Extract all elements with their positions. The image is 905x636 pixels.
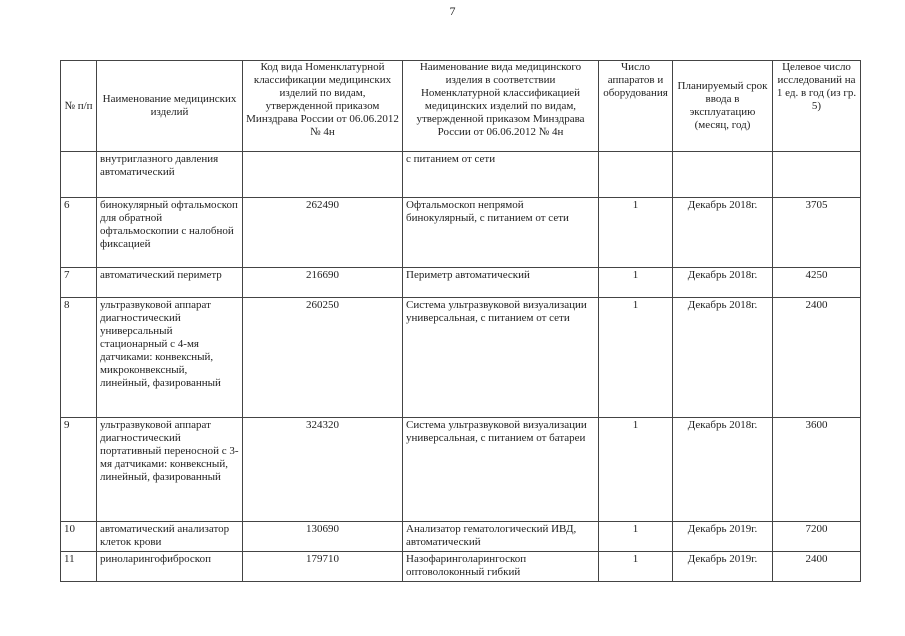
table-row [61, 198, 861, 268]
row-num: 7 [61, 268, 97, 298]
row-type-name: Система ультразвуковой визуализации универсальная, с питанием от сети [403, 298, 599, 418]
table-row [61, 268, 861, 298]
row-num: 6 [61, 198, 97, 268]
row-target: 2400 [773, 298, 861, 418]
header-date: Планируемый срок ввода в эксплуатацию (месяц, год) [673, 61, 773, 152]
row-type-name: Офтальмоскоп непрямой бинокулярный, с питанием от сети [403, 198, 599, 268]
row-type-name: с питанием от сети [403, 152, 599, 198]
table-row [61, 522, 861, 552]
row-count: 1 [599, 418, 673, 522]
row-count: 1 [599, 298, 673, 418]
row-code: 179710 [243, 552, 403, 582]
row-date [673, 152, 773, 198]
row-target: 3600 [773, 418, 861, 522]
row-date: Декабрь 2019г. [673, 522, 773, 552]
row-date: Декабрь 2018г. [673, 198, 773, 268]
row-name: автоматический периметр [97, 268, 243, 298]
row-num [61, 152, 97, 198]
header-num: № п/п [61, 61, 97, 152]
row-code: 262490 [243, 198, 403, 268]
row-target [773, 152, 861, 198]
row-type-name: Назофаринголарингоскоп оптоволоконный гибкий [403, 552, 599, 582]
header-name: Наименование медицинских изделий [97, 61, 243, 152]
row-name: ультразвуковой аппарат диагностический портативный переносной с 3-мя датчиками: конвексный, линейный, фазированный [97, 418, 243, 522]
table-row [61, 298, 861, 418]
row-code: 260250 [243, 298, 403, 418]
row-type-name: Периметр автоматический [403, 268, 599, 298]
header-code: Код вида Номенклатурной классификации медицинских изделий по видам, утвержденной приказом Минздрава России от 06.06.2012 № 4н [243, 61, 403, 152]
row-name: внутриглазного давления автоматический [97, 152, 243, 198]
row-target: 2400 [773, 552, 861, 582]
table-row [61, 418, 861, 522]
row-num: 11 [61, 552, 97, 582]
row-target: 7200 [773, 522, 861, 552]
row-date: Декабрь 2019г. [673, 552, 773, 582]
equipment-table [60, 60, 861, 582]
row-num: 10 [61, 522, 97, 552]
row-name: бинокулярный офтальмоскоп для обратной офтальмоскопии с налобной фиксацией [97, 198, 243, 268]
header-target: Целевое число исследований на 1 ед. в год (из гр. 5) [773, 61, 861, 152]
table-row [61, 152, 861, 198]
row-target: 3705 [773, 198, 861, 268]
row-count: 1 [599, 552, 673, 582]
row-code [243, 152, 403, 198]
row-target: 4250 [773, 268, 861, 298]
header-count: Число аппаратов и оборудования [599, 61, 673, 152]
row-count: 1 [599, 268, 673, 298]
row-type-name: Система ультразвуковой визуализации универсальная, с питанием от батареи [403, 418, 599, 522]
row-name: автоматический анализатор клеток крови [97, 522, 243, 552]
page-number: 7 [449, 4, 456, 18]
row-code: 216690 [243, 268, 403, 298]
row-date: Декабрь 2018г. [673, 268, 773, 298]
row-count: 1 [599, 522, 673, 552]
row-count [599, 152, 673, 198]
table-row [61, 552, 861, 582]
row-name: ультразвуковой аппарат диагностический универсальный стационарный с 4-мя датчиками: конвексный, микроконвексный, линейный, фазированный [97, 298, 243, 418]
row-date: Декабрь 2018г. [673, 298, 773, 418]
header-row [61, 61, 861, 152]
row-name: риноларингофиброскоп [97, 552, 243, 582]
row-num: 9 [61, 418, 97, 522]
row-date: Декабрь 2018г. [673, 418, 773, 522]
row-code: 324320 [243, 418, 403, 522]
row-num: 8 [61, 298, 97, 418]
row-count: 1 [599, 198, 673, 268]
row-type-name: Анализатор гематологический ИВД, автоматический [403, 522, 599, 552]
row-code: 130690 [243, 522, 403, 552]
header-type-name: Наименование вида медицинского изделия в соответствии Номенклатурной классификацией медицинских изделий по видам, утвержденной приказом Минздрава России от 06.06.2012 № 4н [403, 61, 599, 152]
